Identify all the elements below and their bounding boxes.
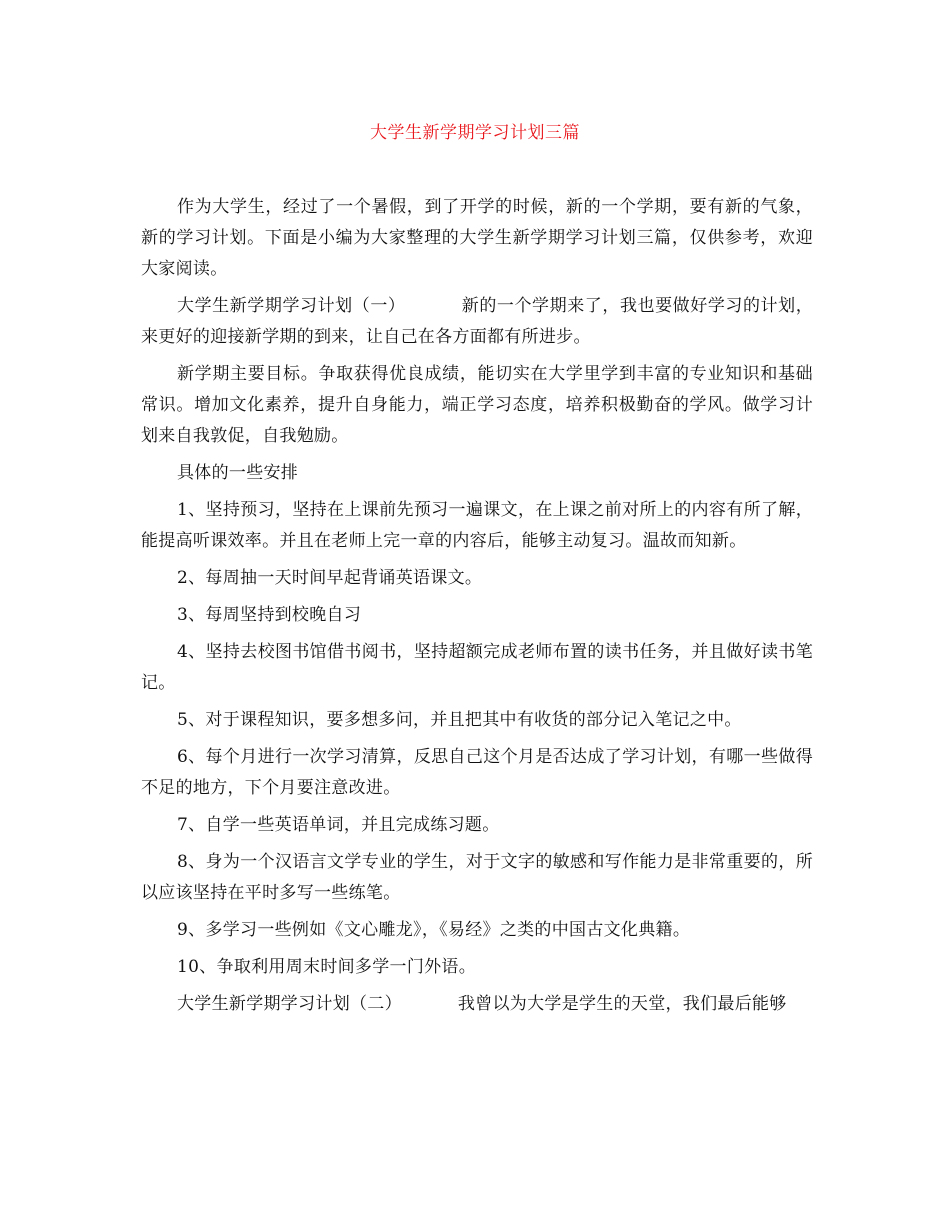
document-body bbox=[141, 192, 813, 1026]
document-title: 大学生新学期学习计划三篇 bbox=[370, 123, 580, 143]
section-one-text: 新的一个学期来了，我也要做好学习的计划，来更好的迎接新学期的到来，让自己在各方面都有所进步。 bbox=[141, 296, 813, 347]
list-item: 3、每周坚持到校晚自习 bbox=[177, 605, 362, 625]
list-item: 7、自学一些英语单词，并且完成练习题。 bbox=[177, 815, 500, 835]
list-item: 4、坚持去校图书馆借书阅书，坚持超额完成老师布置的读书任务，并且做好读书笔记。 bbox=[141, 642, 813, 693]
list-item: 8、身为一个汉语言文学专业的学生，对于文字的敏感和写作能力是非常重要的，所以应该坚持在平时多写一些练笔。 bbox=[141, 852, 813, 903]
list-item: 10、争取利用周末时间多学一门外语。 bbox=[177, 957, 477, 977]
intro-paragraph: 作为大学生，经过了一个暑假，到了开学的时候，新的一个学期，要有新的气象，新的学习计划。下面是小编为大家整理的大学生新学期学习计划三篇，仅供参考，欢迎大家阅读。 bbox=[141, 197, 813, 279]
list-item: 2、每周抽一天时间早起背诵英语课文。 bbox=[177, 568, 483, 588]
arrangements-heading: 具体的一些安排 bbox=[177, 463, 299, 483]
list-item: 9、多学习一些例如《文心雕龙》，《易经》之类的中国古文化典籍。 bbox=[177, 920, 691, 940]
list-item: 5、对于课程知识，要多想多问，并且把其中有收货的部分记入笔记之中。 bbox=[177, 710, 742, 730]
section-two-text: 我曾以为大学是学生的天堂，我们最后能够 bbox=[457, 994, 787, 1014]
section-heading: 大学生新学期学习计划（二） bbox=[177, 994, 402, 1014]
section-two-paragraph bbox=[141, 989, 813, 1020]
section-heading: 大学生新学期学习计划（一） bbox=[177, 296, 406, 316]
goals-paragraph: 新学期主要目标。争取获得优良成绩，能切实在大学里学到丰富的专业知识和基础常识。增加文化素养，提升自身能力，端正学习态度，培养积极勤奋的学风。做学习计划来自我敦促，自我勉励。 bbox=[141, 364, 813, 446]
section-one-paragraph bbox=[141, 291, 813, 353]
list-item: 1、坚持预习，坚持在上课前先预习一遍课文，在上课之前对所上的内容有所了解，能提高听课效率。并且在老师上完一章的内容后，能够主动复习。温故而知新。 bbox=[141, 500, 813, 551]
list-item: 6、每个月进行一次学习清算，反思自己这个月是否达成了学习计划，有哪一些做得不足的地方，下个月要注意改进。 bbox=[141, 747, 813, 798]
